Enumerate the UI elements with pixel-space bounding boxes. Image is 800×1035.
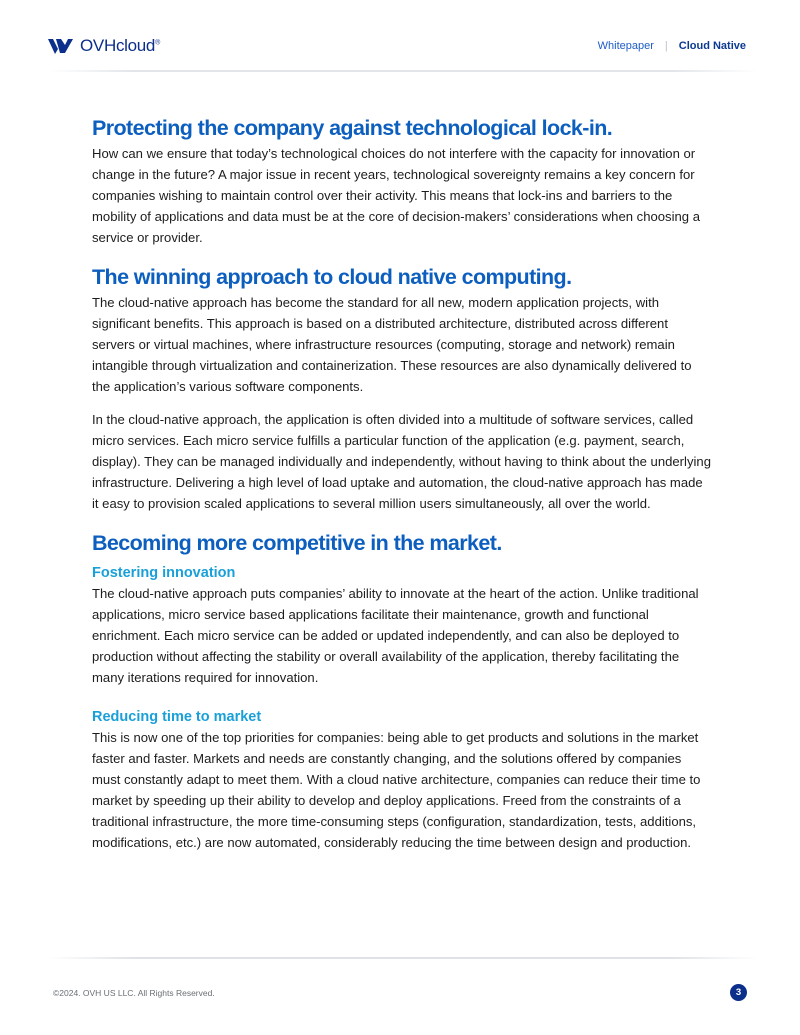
breadcrumb-separator: | [664, 40, 668, 52]
section-competitive [92, 528, 712, 853]
body-paragraph: In the cloud-native approach, the application is often divided into a multitude of software services, called micro services. Each micro service fulfills a particular function of the application (e.g. payment, search, display). They can be managed individually and independently, without having to think about the underlying infrastructure. Delivering a high level of load uptake and automation, the cloud-native approach has made it easy to provision scaled applications to several million users simultaneously, all over the world. [92, 412, 711, 511]
section-heading: The winning approach to cloud native computing. [92, 265, 572, 289]
header-breadcrumb [598, 40, 746, 52]
section-heading: Protecting the company against technological lock-in. [92, 116, 613, 140]
body-paragraph: How can we ensure that today’s technological choices do not interfere with the capacity for innovation or change in the future? A major issue in recent years, technological sovereignty remains a key concern for companies wishing to maintain control over their activity. This means that lock-ins and barriers to the mobility of applications and data must be at the core of decision-makers’ considerations when choosing a service or provider. [92, 146, 700, 245]
section-heading: Becoming more competitive in the market. [92, 531, 502, 555]
doc-type-label: Whitepaper [597, 40, 654, 52]
body-paragraph: The cloud-native approach has become the standard for all new, modern application projects, with significant benefits. This approach is based on a distributed architecture, distributed across different servers or virtual machines, where infrastructure resources (computing, storage and network) remain intangible through virtualization and containerization. These resources are also dynamically delivered to the application’s various software components. [92, 295, 692, 394]
ovhcloud-logo-icon [48, 38, 75, 54]
body-paragraph: The cloud-native approach puts companies’ ability to innovate at the heart of the action. Unlike traditional applications, micro service based applications facilitate their maintenance, growth and functional enrichment. Each micro service can be added or updated independently, and can also be deployed to production without affecting the stability or overall availability of the application, thereby facilitating the many iterations required for innovation. [92, 586, 699, 685]
copyright-notice: ©2024. OVH US LLC. All Rights Reserved. [53, 988, 215, 998]
header-divider [48, 70, 758, 72]
section-lock-in [92, 113, 712, 248]
section-cloud-native [92, 262, 712, 514]
ovhcloud-logo[interactable] [48, 36, 160, 56]
doc-topic-label: Cloud Native [678, 40, 746, 52]
page-header [0, 0, 800, 72]
body-paragraph: This is now one of the top priorities for companies: being able to get products and solutions in the market faster and faster. Markets and needs are constantly changing, and the solutions offered by companies must constantly adapt to meet them. With a cloud native architecture, companies can reduce their time to market by speeding up their ability to develop and deploy applications. Freed from the constraints of a traditional infrastructure, the more time-consuming steps (configuration, standardization, tests, additions, modifications, etc.) are now automated, considerably reducing the time between design and production. [92, 730, 701, 850]
subsection-heading: Fostering innovation [92, 565, 236, 581]
subsection-heading: Reducing time to market [92, 709, 262, 725]
main-content [92, 113, 712, 853]
page-number-badge: 3 [730, 984, 747, 1001]
brand-name: OVHcloud® [80, 36, 160, 55]
footer-divider [48, 957, 758, 959]
